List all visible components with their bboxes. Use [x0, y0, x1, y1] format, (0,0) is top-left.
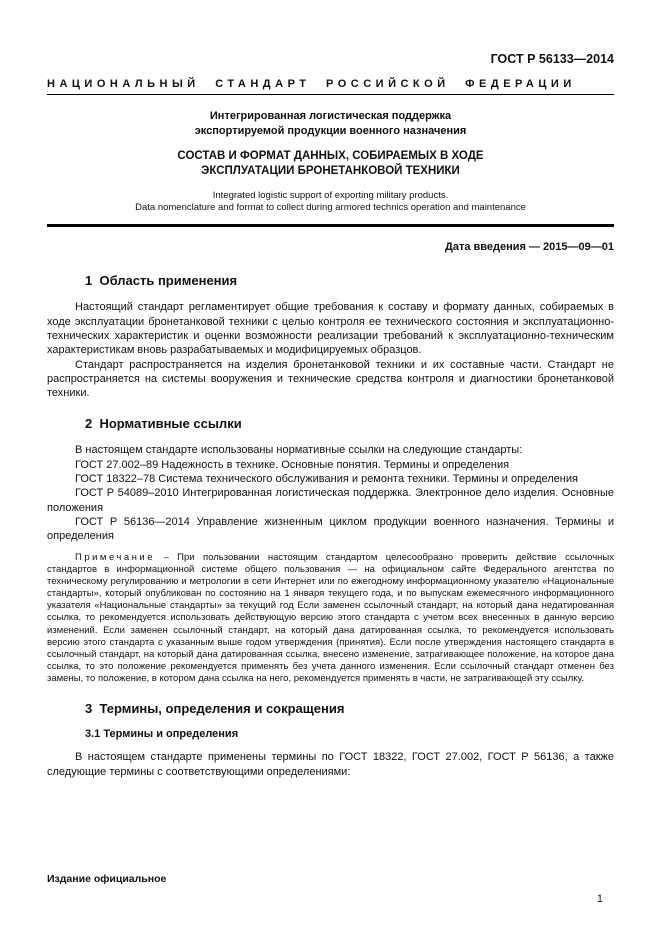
note-text: – При пользовании настоящим стандартом целесообразно проверить действие ссылочных стандартов в информационной системе общего пользования — на официальном сайте Федерального агентства по техническому регулированию и метрологии в сети Интернет или по ежегодному информационному указателю «Национальные стандарты», который опубликован по состоянию на 1 января текущего года, и по выпускам ежемесячного информационного указателя «Национальные стандарты» за текущий год Если заменен ссылочный стандарт, на который дана недатированная ссылка, то рекомендуется использовать действующую версию этого стандарта с учетом всех внесенных в данную версию изменений. Если заменен ссылочный стандарт, на который дана датированная ссылка, то рекомендуется использовать версию этого стандарта с указанным выше годом утверждения (принятия). Если после утверждения настоящего стандарта в ссылочный стандарт, на который дана датированная ссылка, внесено изменение, затрагивающее положение, на которое дана ссылка, то это положение рекомендуется применять без учета данного изменения. Если ссылочный стандарт отменен без замены, то положение, в котором дана ссылка на него, рекомендуется применять в части, не затрагивающей эту ссылку.: [47, 551, 614, 685]
doc-title-english-line2: Data nomenclature and format to collect during armored technics operation and maintenance: [135, 202, 526, 214]
paragraph: Стандарт распространяется на изделия бронетанковой техники и их составные части. Стандарт не распространяется на системы вооружения и технические средства контроля и диагностики бронетанковой техники.: [47, 358, 614, 400]
section-2-heading: 2 Нормативные ссылки: [85, 416, 242, 432]
doc-title: [47, 149, 614, 180]
gost-reference: ГОСТ Р 56136—2014 Управление жизненным циклом продукции военного назначения. Термины и определения: [47, 515, 614, 543]
doc-title-line2: ЭКСПЛУАТАЦИИ БРОНЕТАНКОВОЙ ТЕХНИКИ: [201, 165, 460, 178]
title-block: [47, 109, 614, 214]
edition-label: Издание официальное: [47, 873, 167, 885]
doc-subtitle: [47, 109, 614, 139]
standard-type-line: НАЦИОНАЛЬНЫЙ СТАНДАРТ РОССИЙСКОЙ ФЕДЕРАЦИИ: [47, 78, 576, 90]
paragraph: Настоящий стандарт регламентирует общие требования к составу и формату данных, собираемых в ходе эксплуатации бронетанковой техники с целью контроля ее технического состояния и эксплуатационно-технических характеристик и оценки возможности реализации требований к эксплуатационно-техническим характеристикам вновь разрабатываемых и модифицируемых образцов.: [47, 301, 614, 357]
doc-subtitle-line1: Интегрированная логистическая поддержка: [209, 110, 452, 122]
paragraph: В настоящем стандарте применены термины по ГОСТ 18322, ГОСТ 27.002, ГОСТ Р 56136, а также следующие термины с соответствующими определениями:: [47, 751, 614, 778]
document-body: [47, 273, 614, 778]
separator-rule: [47, 224, 614, 227]
doc-title-line1: СОСТАВ И ФОРМАТ ДАННЫХ, СОБИРАЕМЫХ В ХОДЕ: [177, 149, 484, 162]
doc-number: ГОСТ Р 56133—2014: [490, 52, 614, 66]
gost-reference: ГОСТ 18322–78 Система технического обслуживания и ремонта техники. Термины и определения: [75, 473, 578, 486]
gost-reference: ГОСТ Р 54089–2010 Интегрированная логистическая поддержка. Электронное дело изделия. Основные положения: [47, 487, 614, 514]
gost-reference: ГОСТ 27.002–89 Надежность в технике. Основные понятия. Термины и определения: [75, 458, 510, 471]
section-1-heading: 1 Область применения: [85, 273, 238, 289]
effective-date: Дата введения — 2015—09—01: [445, 241, 614, 254]
section-3-1-heading: 3.1 Термины и определения: [85, 728, 239, 741]
doc-subtitle-line2: экспортируемой продукции военного назначения: [194, 124, 467, 137]
header-rule: [47, 94, 614, 95]
note: [47, 552, 614, 686]
page-number: 1: [596, 893, 603, 905]
section-3-heading: 3 Термины, определения и сокращения: [85, 701, 345, 717]
doc-title-english: [47, 190, 614, 215]
paragraph: В настоящем стандарте использованы нормативные ссылки на следующие стандарты:: [75, 444, 523, 457]
doc-title-english-line1: Integrated logistic support of exporting military products.: [212, 189, 449, 201]
note-label: Примечание: [75, 551, 155, 563]
